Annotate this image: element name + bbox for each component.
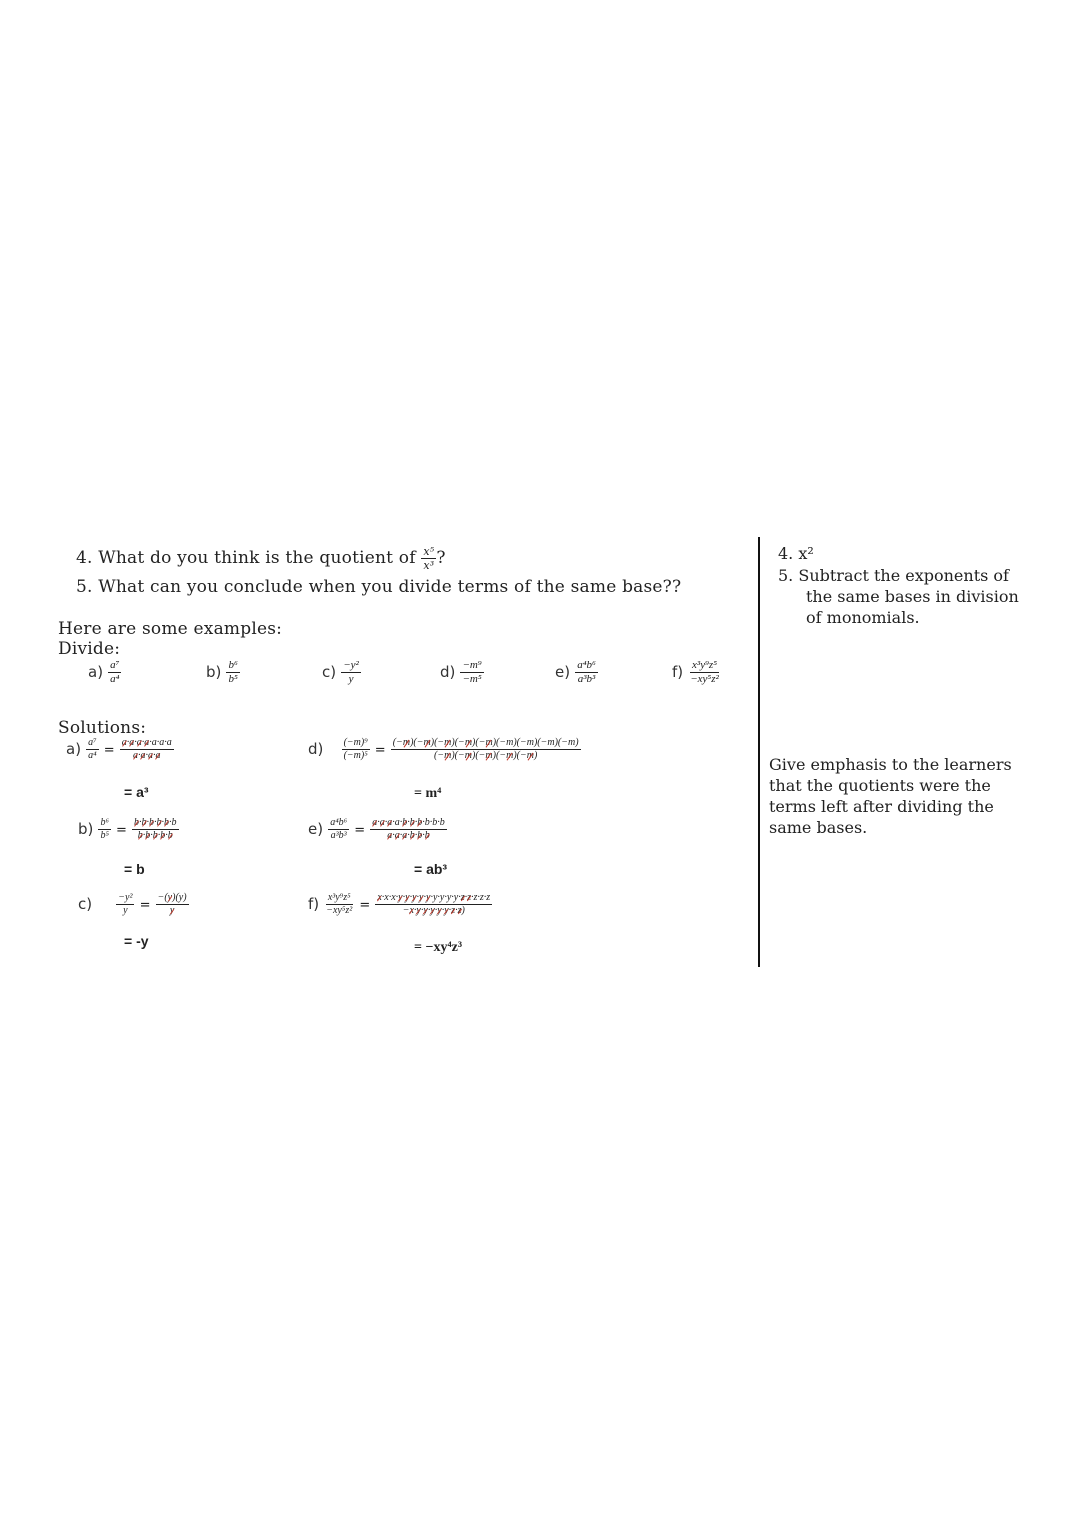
cancelled-factor: m xyxy=(423,737,431,748)
expansion: $\frac{a\cdot a\cdot a\cdot a\cdot a\cdot a\cdot a}{a\cdot a\cdot a\cdot a}$ xyxy=(121,737,172,761)
equals-sign: = xyxy=(354,823,366,838)
cancelled-factor: a xyxy=(394,830,400,841)
fraction-denominator: −xy⁵z² xyxy=(690,673,719,685)
fraction-denominator: y xyxy=(348,673,354,685)
result-d: = m⁴ xyxy=(414,786,442,801)
problem-label: a) xyxy=(88,663,104,681)
cancelled-factor: a xyxy=(140,750,146,761)
answer-5-line2: the same bases in division xyxy=(806,587,1019,606)
intro-line: Here are some examples: xyxy=(58,619,283,639)
fraction-denominator: y xyxy=(123,905,128,916)
cancelled-factor: b xyxy=(409,830,415,841)
cancelled-factor: a xyxy=(147,750,153,761)
solution-label: e) xyxy=(308,820,324,838)
teacher-note-line3: terms left after dividing the xyxy=(769,797,994,816)
cancelled-factor: a xyxy=(132,750,138,761)
equals-sign: = xyxy=(116,823,127,838)
cancelled-factor: b xyxy=(167,830,173,841)
column-divider xyxy=(758,537,760,967)
fraction-numerator: b⁶ xyxy=(228,659,238,671)
cancelled-factor: y xyxy=(398,892,403,903)
question-4 xyxy=(76,546,446,571)
problem-label: e) xyxy=(555,663,571,681)
problem-label: f) xyxy=(672,663,684,681)
question-4-text: 4. What do you think is the quotient of xyxy=(76,548,416,568)
cancelled-factor: b xyxy=(164,817,170,828)
cancelled-factor: a xyxy=(144,737,150,748)
fraction-numerator: −y² xyxy=(343,659,359,671)
problem-label: c) xyxy=(322,663,337,681)
result-c: = -y xyxy=(124,933,149,949)
kept-factors: ·b·b·b xyxy=(422,817,445,828)
solution-label: d) xyxy=(308,740,324,758)
cancelled-factor: m xyxy=(526,750,534,761)
answer-4: 4. x² xyxy=(778,544,814,563)
solution-label: b) xyxy=(78,820,94,838)
fraction-denominator: −m⁵ xyxy=(462,673,482,685)
question-4-mark: ? xyxy=(436,548,446,568)
cancelled-factor: y xyxy=(423,905,428,916)
cancelled-factor: y xyxy=(405,892,410,903)
cancelled-factor: a xyxy=(387,830,393,841)
equals-sign: = xyxy=(139,898,151,913)
cancelled-factor: z xyxy=(460,892,465,903)
fraction-denominator: a³b³ xyxy=(577,673,596,685)
cancelled-factor: m xyxy=(444,737,452,748)
solution-label: f) xyxy=(308,895,320,913)
problem-e xyxy=(555,660,598,685)
cancelled-factor: a xyxy=(129,737,135,748)
cancelled-factor: b xyxy=(149,817,155,828)
equals-sign: = xyxy=(374,743,386,758)
cancelled-factor: m xyxy=(464,737,473,748)
kept-factors: (−m)(−m)(−m)(−m) xyxy=(496,737,579,748)
cancelled-factor: b xyxy=(160,830,166,841)
cancelled-factor: m xyxy=(485,750,493,761)
cancelled-factor: b xyxy=(417,817,423,828)
cancelled-factor: y xyxy=(169,905,175,916)
answer-5-line1: 5. Subtract the exponents of xyxy=(778,566,1009,585)
equals-sign: = xyxy=(103,743,115,758)
solution-d xyxy=(308,738,581,761)
fraction-denominator: b⁵ xyxy=(228,673,238,685)
cancelled-factor: y xyxy=(437,905,442,916)
problem-c xyxy=(322,660,361,685)
kept-factors: ·z·z·z xyxy=(471,892,491,903)
solution-c xyxy=(78,893,189,916)
fraction-numerator: b⁶ xyxy=(100,817,109,828)
fraction-numerator: a⁴b⁶ xyxy=(330,817,348,828)
expansion: $\frac{b\cdot b\cdot b\cdot b\cdot b\cdot b}{b\cdot b\cdot b\cdot b\cdot b}$ xyxy=(134,817,177,841)
fraction-numerator: a⁴b⁶ xyxy=(577,659,596,671)
cancelled-factor: z xyxy=(451,905,456,916)
solution-label: a) xyxy=(66,740,82,758)
result-b: = b xyxy=(124,861,145,877)
fraction-numerator: −y² xyxy=(118,892,133,903)
question-5: 5. What can you conclude when you divide terms of the same base?? xyxy=(76,577,682,597)
sign-prefix: −( xyxy=(157,892,168,903)
cancelled-factor: m xyxy=(444,750,452,761)
fraction-denominator: a⁴ xyxy=(110,673,120,685)
problem-a xyxy=(88,660,121,685)
cancelled-factor: a xyxy=(372,817,378,828)
solution-label: c) xyxy=(78,895,93,913)
expansion xyxy=(156,893,189,916)
cancelled-factor: a xyxy=(379,817,385,828)
cancelled-factor: x xyxy=(409,905,414,916)
cancelled-factor: y xyxy=(412,892,417,903)
cancelled-factor: b xyxy=(145,830,151,841)
expansion: $\frac{(-m)(-m)(-m)(-m)(-m)(-m)(-m)(-m)(-m)}{(-m)(-m)(-m)(-m)(-m)}$ xyxy=(392,737,579,761)
expansion: $\frac{a\cdot a\cdot a\cdot a\cdot b\cdot b\cdot b\cdot b\cdot b\cdot b}{a\cdot a\cdot a\cdot b\cdot b\cdot b}$ xyxy=(372,817,445,841)
cancelled-factor: z xyxy=(467,892,472,903)
problem-d xyxy=(440,660,484,685)
cancelled-factor: a xyxy=(121,737,127,748)
cancelled-factor: y xyxy=(444,905,449,916)
solution-a xyxy=(66,738,174,761)
result-e: = ab³ xyxy=(414,861,448,877)
fraction-numerator: x³y⁹z⁵ xyxy=(692,659,718,671)
divide-label: Divide: xyxy=(58,639,121,659)
cancelled-factor: b xyxy=(156,817,162,828)
kept-factors: )(y) xyxy=(172,892,187,903)
solution-f xyxy=(308,893,492,916)
cancelled-factor: a xyxy=(136,737,142,748)
kept-factors: ·a·a·a xyxy=(149,737,172,748)
result-a: = a³ xyxy=(124,784,149,800)
cancelled-factor: z xyxy=(457,905,462,916)
teacher-note-line1: Give emphasis to the learners xyxy=(769,755,1012,774)
cancelled-factor: y xyxy=(416,905,421,916)
cancelled-factor: m xyxy=(464,750,472,761)
fraction-denominator: (−m)⁵ xyxy=(343,750,368,761)
cancelled-factor: b xyxy=(402,817,408,828)
solution-e xyxy=(308,818,447,841)
cancelled-factor: b xyxy=(134,817,140,828)
fraction-denominator: b⁵ xyxy=(100,830,109,841)
expansion: $\frac{x\cdot x\cdot x\cdot y\cdot y\cdot y\cdot y\cdot y\cdot y\cdot y\cdot y\cdot y\cdot z\cdot z\cdot z\cdot z\cdot z}{-x\cdot y\cdot y\cdot y\cdot y\cdot y\cdot z\cdot z)}$ xyxy=(377,892,491,916)
cancelled-factor: m xyxy=(506,750,514,761)
cancelled-factor: a xyxy=(387,817,393,828)
cancelled-factor: m xyxy=(485,737,493,748)
cancelled-factor: m xyxy=(402,737,411,748)
cancelled-factor: b xyxy=(152,830,158,841)
kept-factors: ·b xyxy=(169,817,177,828)
cancelled-factor: y xyxy=(419,892,424,903)
cancelled-factor: b xyxy=(137,830,143,841)
cancelled-factor: x xyxy=(377,892,382,903)
cancelled-factor: a xyxy=(155,750,161,761)
problem-label: d) xyxy=(440,663,456,681)
result-f: = −xy⁴z³ xyxy=(414,940,463,955)
cancelled-factor: y xyxy=(167,892,173,903)
fraction-numerator: x³y⁹z⁵ xyxy=(327,892,351,903)
sign-prefix: − xyxy=(402,905,410,916)
teacher-note-line4: same bases. xyxy=(769,818,868,837)
fraction-denominator: a³b³ xyxy=(330,830,347,841)
fraction-numerator: a⁷ xyxy=(88,737,97,748)
cancelled-factor: a xyxy=(402,830,408,841)
cancelled-factor: y xyxy=(425,892,431,903)
cancelled-factor: y xyxy=(430,905,435,916)
solution-b xyxy=(78,818,179,841)
cancelled-factor: b xyxy=(409,817,415,828)
fraction-numerator: −m⁹ xyxy=(462,659,482,671)
problem-label: b) xyxy=(206,663,222,681)
solutions-heading: Solutions: xyxy=(58,718,147,738)
fraction-numerator: (−m)⁹ xyxy=(343,737,368,748)
teacher-note-line2: that the quotients were the xyxy=(769,776,991,795)
cancelled-factor: b xyxy=(141,817,147,828)
problem-b xyxy=(206,660,240,685)
question-4-fraction xyxy=(421,546,436,571)
fraction-denominator: x³ xyxy=(423,559,435,572)
problem-f xyxy=(672,660,721,685)
fraction-denominator: −xy⁵z² xyxy=(326,905,353,916)
fraction-numerator: a⁷ xyxy=(110,659,120,671)
equals-sign: = xyxy=(359,898,371,913)
fraction-numerator: x⁵ xyxy=(423,545,435,558)
fraction-denominator: a⁴ xyxy=(88,750,97,761)
cancelled-factor: b xyxy=(424,830,430,841)
cancelled-factor: b xyxy=(417,830,423,841)
answer-5-line3: of monomials. xyxy=(806,608,920,627)
